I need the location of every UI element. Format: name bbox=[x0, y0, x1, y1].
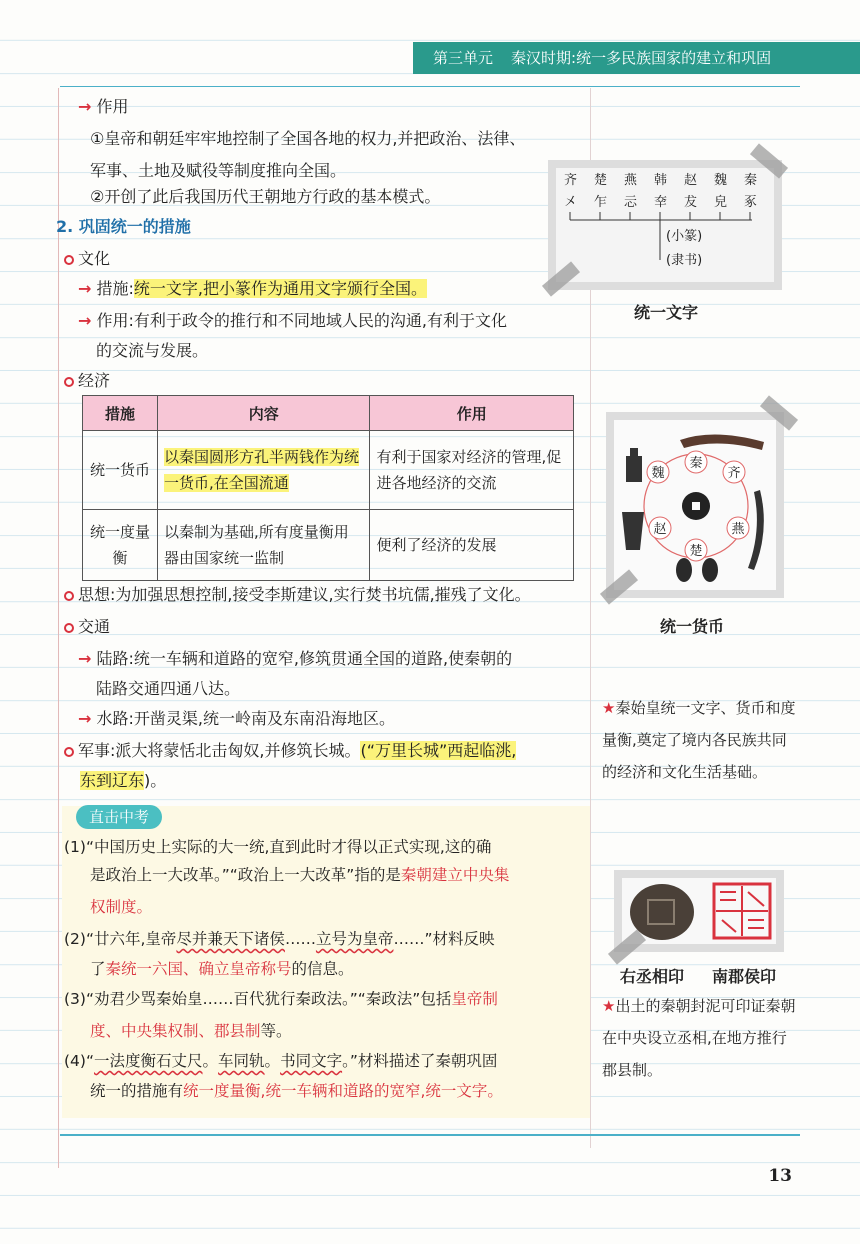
exam-q2-line2: 了秦统一六国、确立皇帝称号的信息。 bbox=[90, 960, 354, 978]
margin-line bbox=[58, 88, 59, 1168]
table-row bbox=[83, 431, 574, 510]
ancient-glyph: 㐅 bbox=[564, 195, 578, 210]
bullet-icon bbox=[64, 623, 74, 633]
economy-label: 经济 bbox=[64, 370, 110, 392]
unit-header bbox=[413, 42, 860, 74]
effect-line-3: ②开创了此后我国历代王朝地方行政的基本模式。 bbox=[90, 187, 441, 206]
table-row bbox=[83, 510, 574, 581]
star-icon: ★ bbox=[602, 997, 616, 1015]
arrow-icon: → bbox=[78, 649, 92, 668]
table-header: 作用 bbox=[370, 396, 574, 431]
xiaozhuan-label: (小篆) bbox=[666, 229, 703, 244]
effect-heading: → 作用 bbox=[78, 97, 129, 116]
sidebar-note: ★秦始皇统一文字、货币和度量衡,奠定了境内各民族共同的经济和文化生活基础。 bbox=[602, 699, 796, 781]
state-label: 赵 bbox=[684, 173, 698, 188]
bullet-icon bbox=[64, 255, 74, 265]
coin-state-label: 魏 bbox=[651, 466, 665, 481]
exam-q4-line2: 统一的措施有统一度量衡,统一车辆和道路的宽窄,统一文字。 bbox=[90, 1082, 503, 1100]
coin-state-label: 秦 bbox=[689, 456, 703, 471]
thought-line: 思想:为加强思想控制,接受李斯建议,实行焚书坑儒,摧残了文化。 bbox=[64, 584, 531, 606]
state-label: 燕 bbox=[624, 173, 638, 188]
table-cell: 统一度量衡 bbox=[83, 510, 158, 581]
military-line-2: 东到辽东)。 bbox=[80, 771, 167, 790]
military-line-1: 军事:派大将蒙恬北击匈奴,并修筑长城。(“万里长城”西起临洮, bbox=[64, 740, 516, 762]
economy-table bbox=[82, 395, 574, 581]
arrow-icon: → bbox=[78, 279, 92, 298]
culture-effect-1: → 作用:有利于政令的推行和不同地域人民的沟通,有利于文化 bbox=[78, 311, 507, 330]
table-header: 措施 bbox=[83, 396, 158, 431]
state-label: 韩 bbox=[654, 173, 668, 188]
effect-line-2: 军事、土地及赋役等制度推向全国。 bbox=[90, 161, 347, 180]
ancient-glyph: 㚔 bbox=[654, 195, 668, 210]
currency-unification-card bbox=[606, 412, 784, 598]
currency-caption: 统一货币 bbox=[660, 617, 725, 636]
coin-state-label: 赵 bbox=[653, 522, 667, 537]
exam-q1-line1: (1)“中国历史上实际的大一统,直到此时才得以正式实现,这的确 bbox=[64, 838, 492, 856]
seal-images bbox=[622, 878, 776, 944]
sidebar-note: ★出土的秦朝封泥可印证秦朝在中央设立丞相,在地方推行郡县制。 bbox=[602, 997, 796, 1079]
arrow-icon: → bbox=[78, 709, 92, 728]
culture-label: 文化 bbox=[64, 248, 110, 270]
exam-q2-line1: (2)“廿六年,皇帝尽并兼天下诸侯……立号为皇帝……”材料反映 bbox=[64, 930, 495, 948]
exam-q1-line2: 是政治上一大改革。”“政治上一大改革”指的是秦朝建立中央集 bbox=[90, 866, 510, 884]
table-cell: 以秦制为基础,所有度量衡用器由国家统一监制 bbox=[158, 510, 370, 581]
table-cell: 有利于国家对经济的管理,促进各地经济的交流 bbox=[370, 431, 574, 510]
table-header: 内容 bbox=[158, 396, 370, 431]
unit-title: 秦汉时期:统一多民族国家的建立和巩固 bbox=[511, 49, 772, 67]
star-icon: ★ bbox=[602, 699, 616, 717]
ancient-glyph: 忈 bbox=[624, 195, 638, 210]
exam-q1-line3: 权制度。 bbox=[90, 898, 153, 916]
arrow-icon: → bbox=[78, 311, 92, 330]
table-cell: 统一货币 bbox=[83, 431, 158, 510]
ancient-glyph: 乍 bbox=[594, 195, 608, 210]
effect-line-1: ①皇帝和朝廷牢牢地控制了全国各地的权力,并把政治、法律、 bbox=[90, 129, 526, 148]
exam-tag: 直击中考 bbox=[76, 805, 162, 829]
page-number: 13 bbox=[768, 1166, 792, 1186]
arrow-icon: → bbox=[78, 97, 92, 116]
lishu-label: (隶书) bbox=[666, 253, 703, 268]
table-cell: 便利了经济的发展 bbox=[370, 510, 574, 581]
exam-q3-line1: (3)“劝君少骂秦始皇……百代犹行秦政法。”“秦政法”包括皇帝制 bbox=[64, 990, 498, 1008]
state-label: 楚 bbox=[594, 173, 608, 188]
state-label: 齐 bbox=[564, 173, 578, 188]
coin-state-label: 楚 bbox=[689, 544, 703, 559]
unit-number: 第三单元 bbox=[433, 49, 494, 67]
ancient-glyph: 豖 bbox=[744, 195, 758, 210]
culture-measure: → 措施:统一文字,把小篆作为通用文字颁行全国。 bbox=[78, 279, 427, 298]
seal-caption-2: 南郡侯印 bbox=[712, 967, 777, 986]
footer-rule bbox=[60, 1134, 800, 1136]
bullet-icon bbox=[64, 747, 74, 757]
script-diagram bbox=[556, 168, 774, 282]
culture-effect-2: 的交流与发展。 bbox=[96, 341, 209, 360]
exam-q3-line2: 度、中央集权制、郡县制等。 bbox=[90, 1022, 292, 1040]
state-label: 魏 bbox=[714, 173, 728, 188]
exam-q4-line1: (4)“一法度衡石丈尺。车同轨。书同文字。”材料描述了秦朝巩固 bbox=[64, 1052, 498, 1070]
ancient-glyph: 皃 bbox=[714, 195, 728, 210]
transport-land-1: → 陆路:统一车辆和道路的宽窄,修筑贯通全国的道路,使秦朝的 bbox=[78, 649, 513, 668]
seal-caption-1: 右丞相印 bbox=[620, 967, 685, 986]
table-cell: 以秦国圆形方孔半两钱作为统一货币,在全国流通 bbox=[158, 431, 370, 510]
transport-water: → 水路:开凿灵渠,统一岭南及东南沿海地区。 bbox=[78, 709, 395, 728]
state-label: 秦 bbox=[744, 173, 758, 188]
writing-caption: 统一文字 bbox=[634, 303, 699, 322]
transport-land-2: 陆路交通四通八达。 bbox=[96, 679, 241, 698]
bullet-icon bbox=[64, 377, 74, 387]
section-title: 2. 巩固统一的措施 bbox=[56, 217, 191, 236]
ancient-glyph: 犮 bbox=[684, 195, 698, 210]
coin-state-label: 齐 bbox=[727, 466, 741, 481]
transport-label: 交通 bbox=[64, 616, 110, 638]
coin-state-label: 燕 bbox=[731, 522, 745, 537]
writing-unification-card bbox=[548, 160, 782, 290]
coin-diagram bbox=[614, 420, 776, 590]
bullet-icon bbox=[64, 591, 74, 601]
header-rule bbox=[60, 86, 800, 87]
